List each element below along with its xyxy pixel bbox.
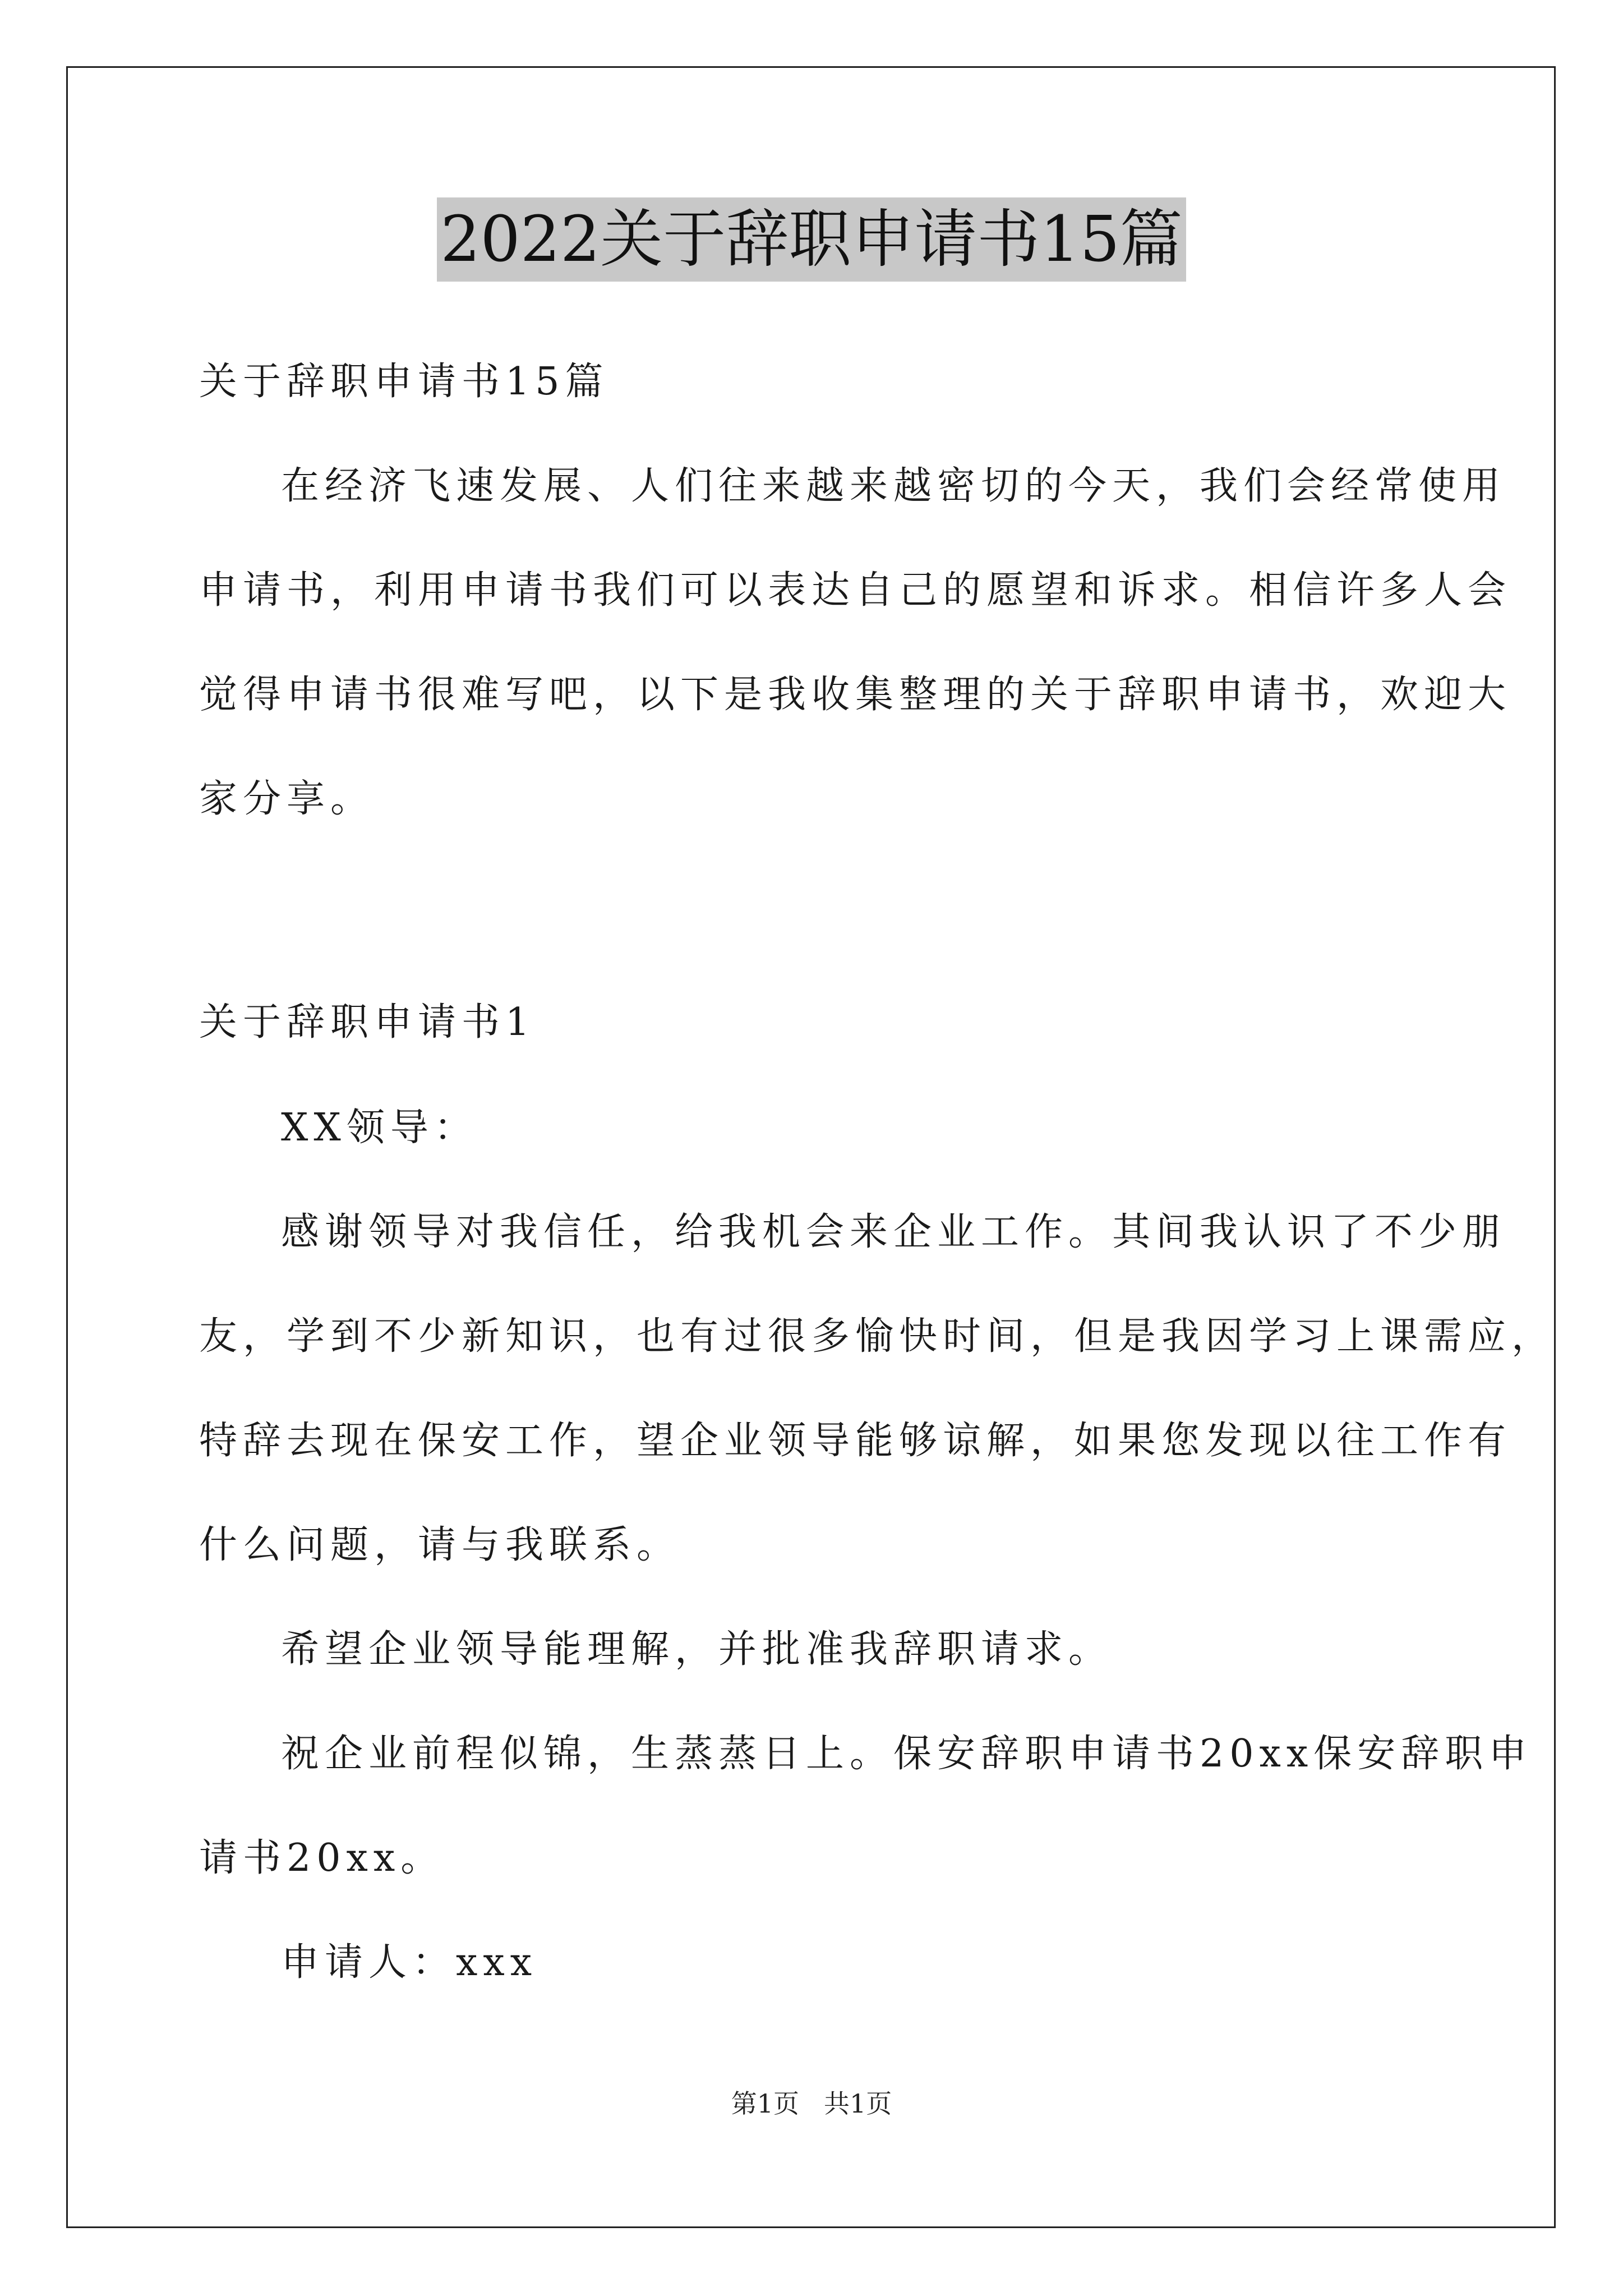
wish-line-2: 请书20xx。 [199, 1836, 445, 1880]
applicant: 申请人：xxx [281, 1940, 538, 1985]
body-line-3: 特辞去现在保安工作，望企业领导能够谅解，如果您发现以往工作有 [199, 1419, 1512, 1463]
request-line: 希望企业领导能理解，并批准我辞职请求。 [281, 1627, 1113, 1672]
subtitle: 关于辞职申请书15篇 [199, 360, 609, 404]
page-number: 第1页 [731, 2088, 799, 2119]
page-total: 共1页 [824, 2088, 892, 2119]
body-line-2: 友，学到不少新知识，也有过很多愉快时间，但是我因学习上课需应， [199, 1314, 1556, 1359]
salutation: XX领导： [281, 1106, 478, 1150]
intro-line-1: 在经济飞速发展、人们往来越来越密切的今天，我们会经常使用 [281, 464, 1506, 508]
title-block [0, 197, 1623, 282]
body-line-1: 感谢领导对我信任，给我机会来企业工作。其间我认识了不少朋 [281, 1210, 1506, 1254]
section-heading: 关于辞职申请书1 [199, 1000, 536, 1045]
body-line-4: 什么问题，请与我联系。 [199, 1523, 681, 1567]
wish-line-1: 祝企业前程似锦，生蒸蒸日上。保安辞职申请书20xx保安辞职申 [281, 1732, 1533, 1776]
intro-line-2: 申请书，利用申请书我们可以表达自己的愿望和诉求。相信许多人会 [199, 568, 1512, 613]
intro-line-4: 家分享。 [199, 777, 375, 821]
document-title: 2022关于辞职申请书15篇 [437, 197, 1186, 282]
page-footer [0, 2087, 1623, 2120]
intro-line-3: 觉得申请书很难写吧，以下是我收集整理的关于辞职申请书，欢迎大 [199, 673, 1512, 717]
